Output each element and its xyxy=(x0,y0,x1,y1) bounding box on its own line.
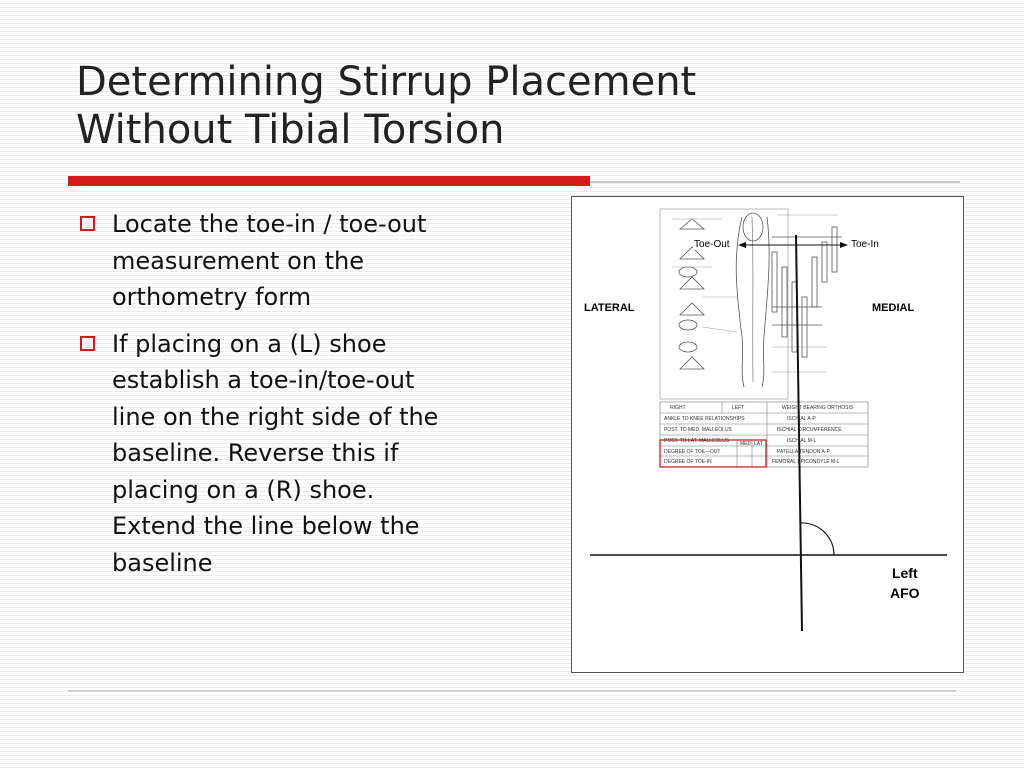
title-line-1: Determining Stirrup Placement xyxy=(76,59,697,105)
form-header-orthosis: WEIGHT BEARING ORTHOSIS xyxy=(782,405,854,411)
title-underline-red xyxy=(68,176,590,186)
title-underline-gray xyxy=(590,181,960,183)
bullet-item xyxy=(78,206,478,316)
form-row-label: POST. TO LAT. MALLEOLUS xyxy=(664,438,730,444)
form-row-label: ISCHIAL A-P xyxy=(787,416,816,422)
form-row-label: PATELLA TENDON A-P xyxy=(777,449,830,455)
afo-label-line-1: Left xyxy=(891,565,918,581)
bullet-text: If placing on a (L) shoe establish a toe-in/toe-out line on the right side of the baseline. Reverse this if placing on a (R) shoe. Extend the line below the baseline xyxy=(112,329,439,577)
medial-label: MEDIAL xyxy=(872,302,915,314)
form-row-label: DEGREE OF TOE—OUT xyxy=(664,449,721,455)
measurement-table xyxy=(660,402,868,467)
orthometry-figure xyxy=(571,196,964,673)
leg-sketch xyxy=(660,209,842,399)
afo-label-line-2: AFO xyxy=(890,585,920,601)
bullet-item xyxy=(78,326,478,582)
square-bullet-icon xyxy=(80,216,95,231)
angle-arc xyxy=(800,523,834,555)
form-row-label: FEMORAL EPICONDYLE M-L xyxy=(772,459,840,465)
footer-rule xyxy=(68,690,956,692)
form-row-label: DEGREE OF TOE-IN xyxy=(664,459,712,465)
form-header-right: RIGHT xyxy=(670,405,686,411)
slide-title xyxy=(76,58,956,154)
form-med-label: MED xyxy=(740,441,752,447)
form-lat-label: LAT xyxy=(754,441,763,447)
bullet-list xyxy=(78,206,478,591)
toe-line xyxy=(796,235,802,631)
arrow-right-icon xyxy=(840,242,848,248)
form-row-label: ISCHIAL CIRCUMFERENCE xyxy=(777,427,842,433)
form-header-left: LEFT xyxy=(732,405,745,411)
afo-label xyxy=(890,563,920,603)
form-row-label: ANKLE TO KNEE RELATIONSHIPS xyxy=(664,416,745,422)
toe-out-label: Toe-Out xyxy=(694,239,730,250)
form-row-label: ISCHIAL M-L xyxy=(787,438,817,444)
square-bullet-icon xyxy=(80,336,95,351)
bullet-text: Locate the toe-in / toe-out measurement on the orthometry form xyxy=(112,210,427,311)
lateral-label: LATERAL xyxy=(584,302,635,314)
form-row-label: POST. TO MED. MALLEOLUS xyxy=(664,427,732,433)
toe-in-label: Toe-In xyxy=(851,239,879,250)
arrow-left-icon xyxy=(738,242,746,248)
title-line-2: Without Tibial Torsion xyxy=(76,107,505,153)
